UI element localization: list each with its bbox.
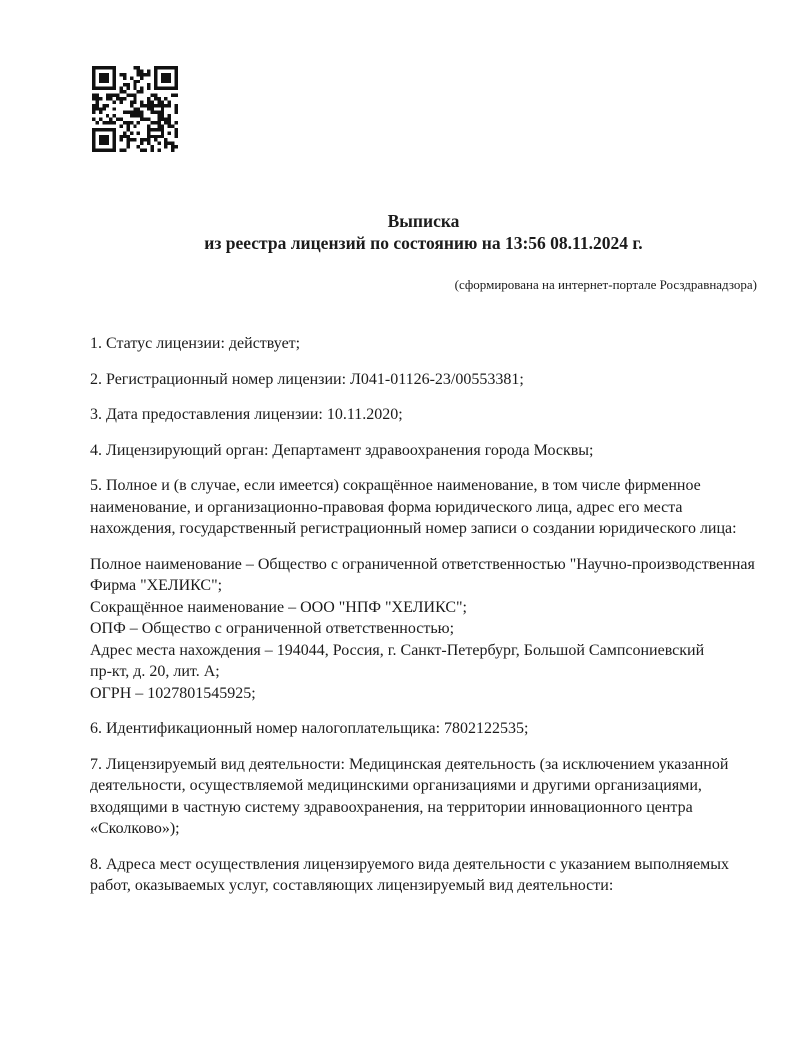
text-line: Фирма "ХЕЛИКС"; <box>90 577 223 594</box>
text-line: ОПФ – Общество с ограниченной ответственностью; <box>90 620 455 637</box>
text-line: деятельности, осуществляемой медицинскими организациями и другими организациями, <box>90 777 702 794</box>
text-line: 7. Лицензируемый вид деятельности: Медицинская деятельность (за исключением указанной <box>90 755 729 773</box>
text-line: 2. Регистрационный номер лицензии: Л041-01126-23/00553381; <box>90 370 524 388</box>
title-line-2: из реестра лицензий по состоянию на 13:56 08.11.2024 г. <box>204 233 643 253</box>
text-line: 1. Статус лицензии: действует; <box>90 335 301 352</box>
text-line: Адрес места нахождения – 194044, Россия, г. Санкт-Петербург, Большой Сампсониевский <box>90 641 705 659</box>
paragraph-status <box>90 333 762 355</box>
text-line: 5. Полное и (в случае, если имеется) сокращённое наименование, в том числе фирменное <box>90 477 701 494</box>
paragraph-grant-date <box>90 404 762 426</box>
text-line: 3. Дата предоставления лицензии: 10.11.2020; <box>90 406 403 423</box>
text-line: 4. Лицензирующий орган: Департамент здравоохранения города Москвы; <box>90 441 594 459</box>
document-subtitle: (сформирована на интернет-портале Росздравнадзора) <box>454 277 757 292</box>
title-line-1: Выписка <box>387 211 460 231</box>
paragraph-reg-number <box>90 369 762 391</box>
paragraph-entity-details <box>90 554 762 705</box>
paragraph-authority <box>90 440 762 462</box>
text-line: 8. Адреса мест осуществления лицензируемого вида деятельности с указанием выполняемых <box>90 855 730 873</box>
text-line: нахождения, государственный регистрационный номер записи о создании юридического лица: <box>90 520 737 537</box>
text-line: «Сколково»); <box>90 820 180 837</box>
document-title <box>90 210 757 254</box>
document-body <box>90 333 762 897</box>
text-line: ОГРН – 1027801545925; <box>90 684 256 702</box>
text-line: Сокращённое наименование – ООО "НПФ "ХЕЛИКС"; <box>90 598 467 616</box>
qr-code-icon <box>92 66 178 152</box>
paragraph-addresses <box>90 854 762 897</box>
paragraph-activity <box>90 754 762 840</box>
text-line: входящими в частную систему здравоохранения, на территории инновационного центра <box>90 798 693 816</box>
text-line: 6. Идентификационный номер налогоплательщика: 7802122535; <box>90 720 529 737</box>
paragraph-inn <box>90 718 762 740</box>
text-line: Полное наименование – Общество с ограниченной ответственностью "Научно-производственная <box>90 555 755 573</box>
paragraph-entity-intro <box>90 475 762 540</box>
text-line: пр-кт, д. 20, лит. А; <box>90 663 220 680</box>
text-line: наименование, и организационно-правовая форма юридического лица, адрес его места <box>90 498 683 516</box>
text-line: работ, оказываемых услуг, составляющих лицензируемый вид деятельности: <box>90 877 614 894</box>
